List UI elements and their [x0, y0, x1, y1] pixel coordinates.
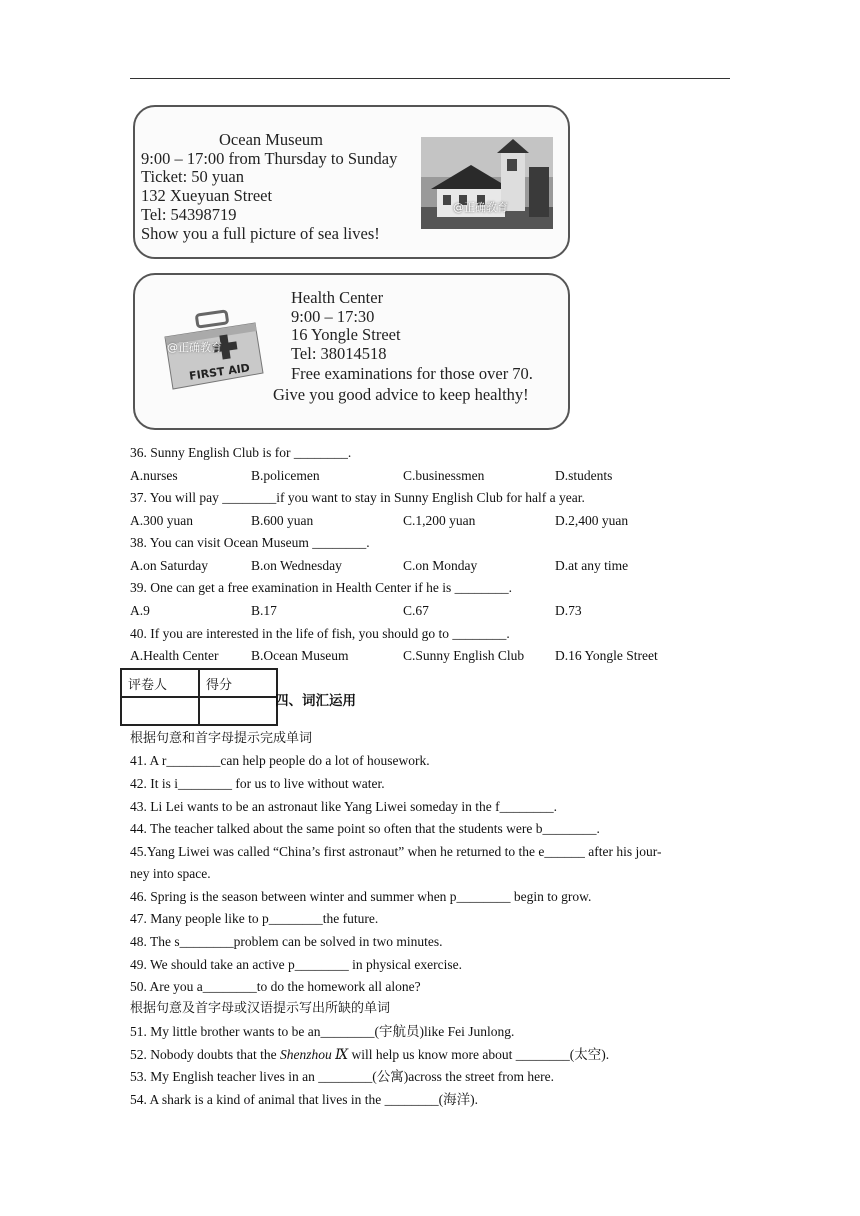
option-37a: A.300 yuan: [130, 513, 193, 528]
ad-address: 132 Xueyuan Street: [141, 186, 273, 206]
item-43: 43. Li Lei wants to be an astronaut like Yang Liwei someday in the f________.: [130, 799, 558, 814]
ad-tel: Tel: 38014518: [291, 344, 387, 364]
item-50: 50. Are you a________to do the homework all alone?: [130, 979, 421, 994]
option-40d: D.16 Yongle Street: [555, 648, 658, 663]
ad-slogan: Show you a full picture of sea lives!: [141, 223, 380, 243]
first-aid-kit-image: [159, 303, 269, 393]
instruction-1: 根据句意和首字母提示完成单词: [130, 731, 313, 746]
item-47: 47. Many people like to p________the future.: [130, 911, 379, 926]
ad-slogan: Give you good advice to keep healthy!: [273, 384, 529, 404]
option-38a: A.on Saturday: [130, 558, 208, 573]
item-52-italic: Shenzhou Ⅸ: [280, 1047, 349, 1062]
option-36d: D.students: [555, 468, 613, 483]
question-39: 39. One can get a free examination in Health Center if he is ________.: [130, 580, 513, 595]
ad-title: Health Center: [291, 288, 384, 307]
option-39a: A.9: [130, 603, 150, 618]
item-52-post: will help us know more about ________(太空).: [348, 1047, 610, 1062]
option-39d: D.73: [555, 603, 582, 618]
question-40: 40. If you are interested in the life of fish, you should go to ________.: [130, 626, 510, 641]
option-40a: A.Health Center: [130, 648, 219, 663]
grader-cell: [121, 697, 199, 725]
health-center-text: [273, 288, 533, 404]
ad-free-exam: Free examinations for those over 70.: [291, 363, 533, 383]
item-52-pre: 52. Nobody doubts that the: [130, 1047, 280, 1062]
watermark: @正确教育: [167, 341, 222, 354]
ad-ticket: Ticket: 50 yuan: [141, 167, 244, 187]
option-40b: B.Ocean Museum: [251, 648, 349, 663]
option-39b: B.17: [251, 603, 277, 618]
item-48: 48. The s________problem can be solved in two minutes.: [130, 934, 443, 949]
option-38d: D.at any time: [555, 558, 629, 573]
item-53: 53. My English teacher lives in an ________(公寓)across the street from here.: [130, 1069, 555, 1084]
option-39c: C.67: [403, 603, 429, 618]
question-37: 37. You will pay ________if you want to stay in Sunny English Club for half a year.: [130, 490, 585, 505]
score-cell: [199, 697, 277, 725]
option-36c: C.businessmen: [403, 468, 485, 483]
item-45: 45.Yang Liwei was called “China’s first astronaut” when he returned to the e______ after his jour-: [130, 844, 662, 859]
museum-building-image: [421, 137, 553, 229]
option-40c: C.Sunny English Club: [403, 648, 525, 663]
ad-title: Ocean Museum: [219, 130, 324, 149]
item-54: 54. A shark is a kind of animal that lives in the ________(海洋).: [130, 1092, 478, 1107]
item-45-cont: ney into space.: [130, 866, 211, 881]
item-51: 51. My little brother wants to be an________(宇航员)like Fei Junlong.: [130, 1024, 515, 1039]
question-36: 36. Sunny English Club is for ________.: [130, 445, 352, 460]
section-title: 四、词汇运用: [275, 693, 356, 709]
health-center-ad: [133, 273, 570, 430]
option-36b: B.policemen: [251, 468, 320, 483]
grader-header: 评卷人: [121, 669, 199, 697]
top-rule: [130, 78, 730, 79]
question-38: 38. You can visit Ocean Museum ________.: [130, 535, 370, 550]
item-49: 49. We should take an active p________ in physical exercise.: [130, 957, 462, 972]
ad-tel: Tel: 54398719: [141, 204, 237, 224]
option-38b: B.on Wednesday: [251, 558, 342, 573]
option-38c: C.on Monday: [403, 558, 478, 573]
item-46: 46. Spring is the season between winter and summer when p________ begin to grow.: [130, 889, 592, 904]
option-36a: A.nurses: [130, 468, 178, 483]
item-44: 44. The teacher talked about the same point so often that the students were b________.: [130, 821, 600, 836]
ocean-museum-text: [141, 131, 397, 243]
ad-address: 16 Yongle Street: [291, 325, 401, 345]
instruction-2: 根据句意及首字母或汉语提示写出所缺的单词: [130, 1001, 391, 1016]
ad-hours: 9:00 – 17:30: [291, 306, 375, 326]
item-42: 42. It is i________ for us to live without water.: [130, 776, 385, 791]
ocean-museum-ad: [133, 105, 570, 259]
kit-label: FIRST AID: [188, 361, 251, 383]
option-37c: C.1,200 yuan: [403, 513, 476, 528]
option-37d: D.2,400 yuan: [555, 513, 629, 528]
item-52: [130, 1045, 609, 1065]
score-table: [120, 668, 278, 726]
item-41: 41. A r________can help people do a lot of housework.: [130, 753, 430, 768]
watermark: @正确教育: [453, 201, 508, 214]
ad-hours: 9:00 – 17:00 from Thursday to Sunday: [141, 148, 398, 168]
option-37b: B.600 yuan: [251, 513, 314, 528]
score-header: 得分: [199, 669, 277, 697]
